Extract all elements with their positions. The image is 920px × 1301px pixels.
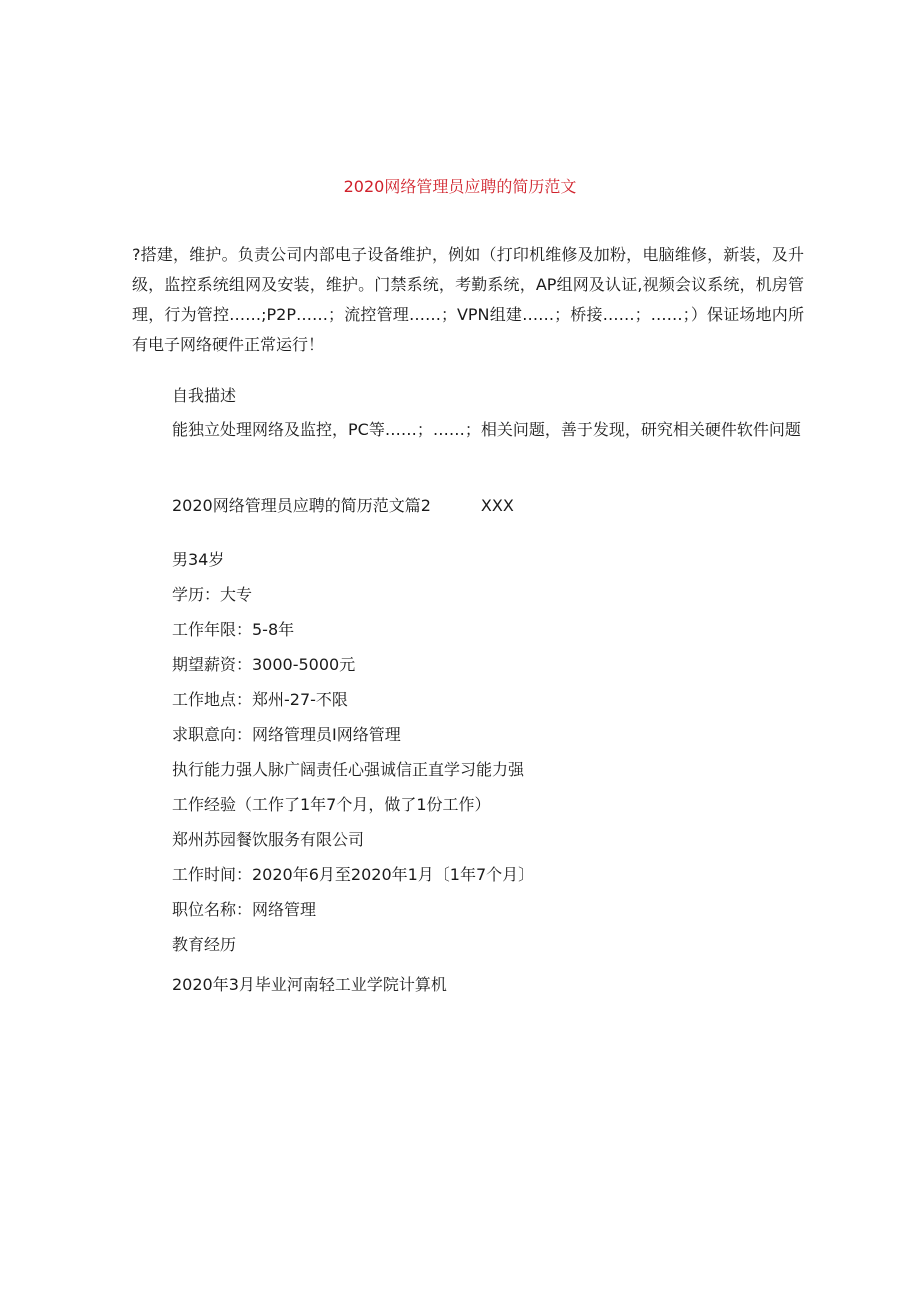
section2-name: XXX	[480, 496, 514, 515]
self-description-text: 能独立处理网络及监控，PC等……；……；相关问题，善于发现，研究相关硬件软件问题	[172, 420, 801, 439]
resume-work-years: 工作年限：5-8年	[172, 620, 295, 639]
section2-title: 2020网络管理员应聘的简历范文篇2	[172, 496, 431, 515]
intro-paragraph: ?搭建，维护。负责公司内部电子设备维护，例如（打印机维修及加粉，电脑维修，新装，及升级，监控系统组网及安装，维护。门禁系统，考勤系统，AP组网及认证,视频会议系统，机房管理，行为管控……;P2P……；流控管理……；VPN组建……；桥接……；……；）保证场地内所有电子网络硬件正常运行！	[132, 245, 804, 354]
section2-heading	[172, 495, 514, 517]
resume-job-intention: 求职意向：网络管理员I网络管理	[172, 725, 401, 744]
resume-work-experience: 工作经验（工作了1年7个月，做了1份工作）	[172, 795, 491, 814]
resume-work-period: 工作时间：2020年6月至2020年1月〔1年7个月〕	[172, 865, 535, 884]
resume-strengths: 执行能力强人脉广阔责任心强诚信正直学习能力强	[172, 760, 525, 779]
resume-company: 郑州苏园餐饮服务有限公司	[172, 830, 365, 849]
resume-education-heading: 教育经历	[172, 935, 237, 954]
resume-work-location: 工作地点：郑州-27-不限	[172, 690, 348, 709]
resume-graduation: 2020年3月毕业河南轻工业学院计算机	[172, 975, 447, 994]
resume-position: 职位名称：网络管理	[172, 900, 317, 919]
document-title: 2020网络管理员应聘的简历范文	[343, 177, 577, 196]
resume-education: 学历：大专	[172, 585, 253, 604]
resume-gender-age: 男34岁	[172, 550, 225, 569]
self-description-heading: 自我描述	[172, 386, 237, 405]
resume-expected-salary: 期望薪资：3000-5000元	[172, 655, 356, 674]
